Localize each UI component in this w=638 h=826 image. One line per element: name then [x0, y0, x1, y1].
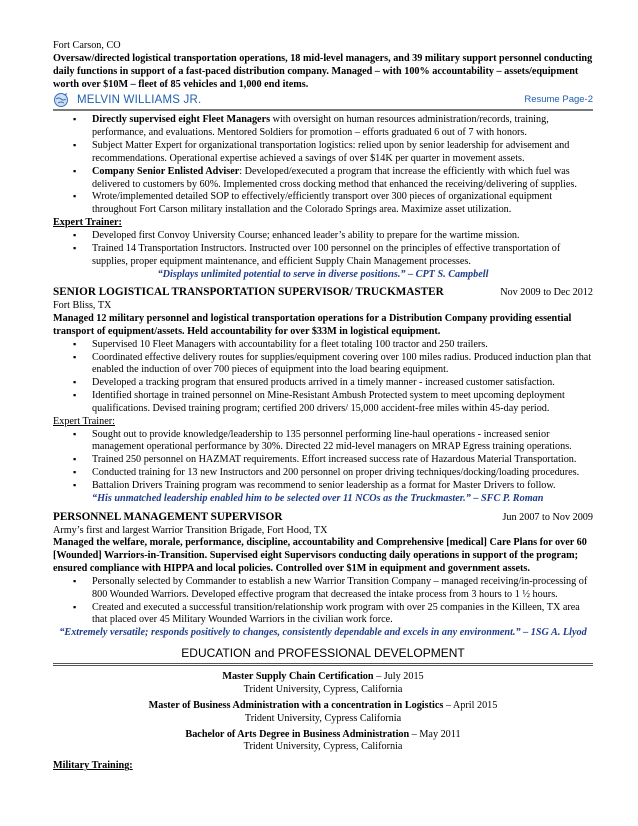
list-item: ▪ Developed first Convoy University Course; enhanced leader’s ability to prepare for the wartime mission.: [53, 230, 593, 243]
job-title: SENIOR LOGISTICAL TRANSPORTATION SUPERVISOR/ TRUCKMASTER: [53, 286, 444, 299]
job-title: PERSONNEL MANAGEMENT SUPERVISOR: [53, 510, 283, 523]
military-training-label: Military Training:: [53, 760, 133, 772]
list-item: Master Supply Chain Certification – July 2015 Trident University, Cypress, California: [222, 671, 424, 696]
job-summary: Managed the welfare, morale, performance, discipline, accountability and Comprehensive [medical] Care Plans for over 60 [Wounded] Warriors-in-Transition. Supervised eight Supervisors conducting daily operations in support of the program; ensured compliance with HIPPA and local policies. Controlled over $1M in equipment and government assets.: [53, 537, 587, 575]
list-item: Bachelor of Arts Degree in Business Administration – May 2011 Trident University, Cypress, California: [185, 728, 461, 753]
testimonial-quote: “Extremely versatile; responds positively to changes, consistently dependable and excels in any environment.” – 1SG A. Llyod: [59, 627, 587, 639]
job2-bullets: [53, 576, 593, 627]
testimonial-quote: “His unmatched leadership enabled him to be selected over 11 NCOs as the Truckmaster.” – SFC P. Roman: [92, 492, 544, 504]
list-item: ▪ Conducted training for 13 new Instructors and 200 personnel on proper driving techniques/docking/loading procedures.: [53, 467, 593, 480]
job-location: Fort Bliss, TX: [53, 300, 112, 312]
education-list: [53, 671, 593, 754]
list-item: ▪ Sought out to provide knowledge/leadership to 135 personnel performing line-haul operations - increased senior management operational performance by 30%. Directed 22 mid-level managers on MRAP Egress training operations.: [53, 429, 593, 455]
list-item: ▪ Directly supervised eight Fleet Managers with oversight on human resources administration/records, training, performance, and evaluations. Mentored Soldiers for promotion – efforts graduated 6 out of 7 with honors.: [53, 114, 593, 140]
job1-bullets: [53, 339, 593, 416]
list-item: ▪ Trained 14 Transportation Instructors. Instructed over 100 personnel on the principles of effective transportation of supplies, proper equipment maintenance, and efficient Supply Chain Management processes.: [53, 243, 593, 269]
list-item: ▪ Created and executed a successful transition/relationship work program with over 25 companies in the Killeen, TX area that placed over 45 Military Wounded Warriors in the civilian work force.: [53, 602, 593, 628]
job-dates: Nov 2009 to Dec 2012: [500, 287, 593, 299]
job1-trainer-bullets: [53, 429, 593, 506]
list-item: ▪ Company Senior Enlisted Adviser: Developed/executed a program that increase the efficiently with which fuel was delivered to customers by 60%. Implemented cross docking method that enhanced the receiving/delivering of supplies.: [53, 166, 593, 192]
list-item: ▪ Coordinated effective delivery routes for supplies/equipment covering over 100 miles radius. Produced induction plan that enabled the induction of over 700 pieces of equipment into the load bearing equipment.: [53, 352, 593, 378]
list-item: ▪ Developed a tracking program that ensured products arrived in a timely manner - increased customer satisfaction.: [53, 377, 593, 390]
list-item: ▪ Identified shortage in trained personnel on Mine-Resistant Ambush Protected system to meet upcoming deployment qualifications. Devised training program; certified 200 drivers/ 15,000 accident-free miles within 45-day period.: [53, 390, 593, 416]
page-label: Resume Page-2: [524, 94, 593, 106]
name-block: [53, 92, 201, 108]
job-location: Army’s first and largest Warrior Transition Brigade, Fort Hood, TX: [53, 524, 328, 536]
summary-paragraph: Oversaw/directed logistical transportation operations, 18 mid-level managers, and 39 military support personnel conducting daily functions in support of a fast-paced distribution company. Managed – with 100% accountability – assets/equipment worth over $10M – fleet of 85 vehicles and 1,000 end items.: [53, 52, 593, 90]
education-heading: EDUCATION and PROFESSIONAL DEVELOPMENT: [53, 646, 593, 666]
job2-header: [53, 510, 593, 525]
job0-bullets: [53, 114, 593, 217]
list-item: ▪ Subject Matter Expert for organizational transportation logistics: relied upon by senior leadership for advisement and recommendations. Operational expertise achieved a savings of over $14K per quarter in movement assets.: [53, 140, 593, 166]
testimonial-quote: “Displays unlimited potential to serve in diverse positions.” – CPT S. Campbell: [157, 268, 489, 280]
job1-header: [53, 285, 593, 300]
expert-trainer-label: Expert Trainer:: [53, 415, 115, 427]
job-dates: Jun 2007 to Nov 2009: [502, 511, 593, 523]
list-item: ▪ Battalion Drivers Training program was recommend to senior leadership as a format for Master Drivers to follow. “His unmatched leadership enabled him to be selected over 11 NCOs as the Truckmaster.” – SFC P. Roman: [53, 480, 593, 506]
candidate-name: MELVIN WILLIAMS JR.: [77, 94, 202, 107]
list-item: ▪ Wrote/implemented detailed SOP to effectively/efficiently transport over 300 pieces of organizational equipment throughout Fort Carson military installation and the Colorado Springs area. Maximize asset utilization.: [53, 191, 593, 217]
job-summary: Managed 12 military personnel and logistical transportation operations for a Distribution Company providing essential transport of equipment/assets. Held accountability for over $33M in logistical equipment.: [53, 313, 572, 337]
location-line: Fort Carson, CO: [53, 40, 121, 51]
list-item: ▪ Personally selected by Commander to establish a new Warrior Transition Company – managed receiving/in-processing of 800 Wounded Warriors. Developed effective program that decreased the intake process from 3 hours to 1 ½ hours.: [53, 576, 593, 602]
resume-page: [53, 40, 593, 773]
expert-trainer-label: Expert Trainer:: [53, 217, 122, 229]
list-item: ▪ Supervised 10 Fleet Managers with accountability for a fleet totaling 100 tractor and 250 trailers.: [53, 339, 593, 352]
list-item: ▪ Trained 250 personnel on HAZMAT requirements. Effort increased success rate of Hazardous Material Transportation.: [53, 454, 593, 467]
globe-icon: [53, 92, 69, 108]
list-item: Master of Business Administration with a concentration in Logistics – April 2015 Trident University, Cypress California: [148, 699, 498, 724]
job0-trainer-bullets: [53, 230, 593, 269]
page-header: [53, 92, 593, 111]
